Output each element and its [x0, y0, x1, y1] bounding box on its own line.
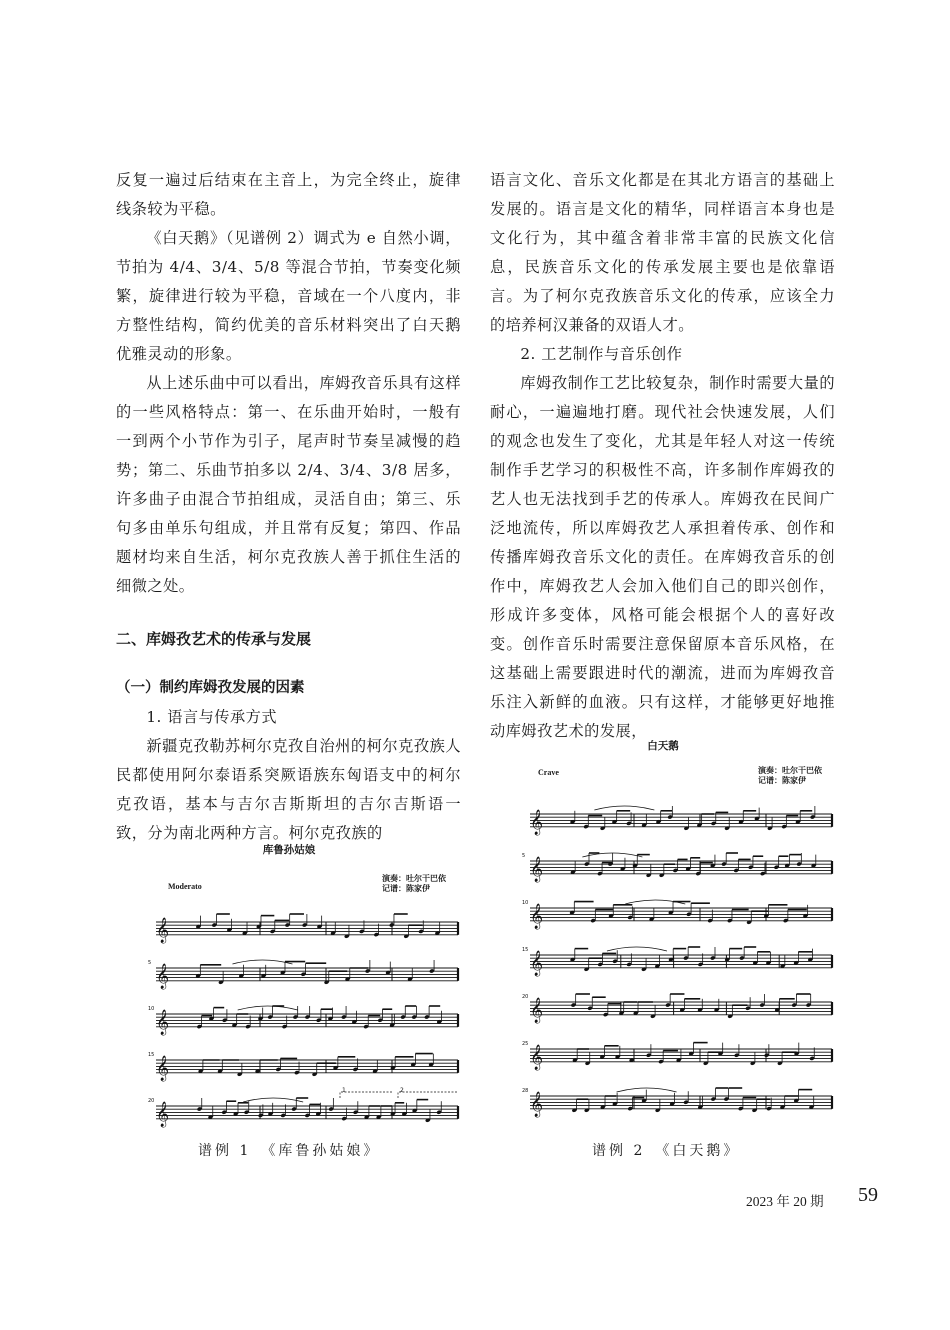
page-number: 59 — [858, 1184, 878, 1206]
staff-row — [530, 806, 832, 835]
score-credits — [382, 874, 446, 894]
treble-clef-icon: 𝄞 — [156, 1056, 170, 1081]
transcriber-credit: 记谱：陈家伊 — [758, 776, 806, 785]
measure-number: 10 — [148, 1006, 155, 1012]
treble-clef-icon: 𝄞 — [530, 1045, 544, 1070]
treble-clef-icon: 𝄞 — [156, 1102, 170, 1127]
score-title: 库鲁孙姑娘 — [262, 844, 316, 856]
staff-row — [156, 914, 458, 943]
music-staves — [116, 908, 462, 1138]
issue-label: 2023 年 20 期 — [746, 1194, 824, 1209]
right-paragraph-1: 语言文化、音乐文化都是在其北方语言的基础上发展的。语言是文化的精华，同样语言本身也是文化行为，其中蕴含着非常丰富的民族文化信息，民族音乐文化的传承发展主要也是依靠语言。为了柯尔克孜族音乐文化的传承，应该全力的培养柯汉兼备的双语人才。 — [490, 171, 835, 334]
treble-clef-icon: 𝄞 — [530, 810, 544, 835]
staff-row — [148, 1052, 458, 1081]
volta-1-label: 1 — [342, 1087, 346, 1094]
left-column — [116, 166, 461, 848]
treble-clef-icon: 𝄞 — [156, 964, 170, 989]
sub-subsection-heading-craft: 2. 工艺制作与音乐创作 — [520, 345, 683, 363]
score-kurusun-girl — [116, 838, 462, 1133]
staff-row — [522, 1041, 832, 1070]
measure-number: 15 — [522, 947, 529, 953]
performer-credit: 演奏：吐尔干巴依 — [382, 874, 446, 883]
treble-clef-icon: 𝄞 — [530, 857, 544, 882]
staff-row — [148, 1098, 458, 1127]
treble-clef-icon: 𝄞 — [530, 904, 544, 929]
staff-row — [148, 1006, 458, 1035]
tempo-marking: Crave — [538, 768, 559, 777]
music-staves — [490, 798, 836, 1133]
measure-number: 15 — [148, 1052, 155, 1058]
performer-credit: 演奏：吐尔干巴依 — [758, 766, 822, 775]
measure-number: 10 — [522, 900, 529, 906]
treble-clef-icon: 𝄞 — [156, 1010, 170, 1035]
right-column — [490, 166, 835, 746]
staff-row — [522, 900, 832, 929]
score-caption-2: 谱例 2 《白天鹅》 — [592, 1143, 741, 1159]
tempo-marking: Moderato — [168, 882, 202, 891]
staff-row — [522, 947, 832, 976]
treble-clef-icon: 𝄞 — [530, 998, 544, 1023]
volta-2-label: 2 — [400, 1087, 404, 1094]
score-white-swan — [490, 736, 836, 1133]
score-credits — [758, 766, 822, 786]
subsection-heading: （一）制约库姆孜发展的因素 — [116, 680, 305, 696]
left-paragraph-4: 新疆克孜勒苏柯尔克孜自治州的柯尔克孜族人民都使用阿尔泰语系突厥语族东匈语支中的柯尔克孜语，基本与吉尔吉斯斯坦的吉尔吉斯语一致，分为南北两种方言。柯尔克孜族的 — [116, 737, 461, 842]
section-heading: 二、库姆孜艺术的传承与发展 — [116, 630, 312, 648]
staff-row — [522, 994, 832, 1023]
treble-clef-icon: 𝄞 — [530, 951, 544, 976]
measure-number: 5 — [522, 853, 526, 859]
measure-number: 20 — [148, 1098, 155, 1104]
staff-row — [148, 960, 458, 989]
left-paragraph-2: 《白天鹅》（见谱例 2）调式为 e 自然小调，节拍为 4/4、3/4、5/8 等混合节拍，节奏变化频繁，旋律进行较为平稳，音域在一个八度内，非方整性结构，简约优美的音乐材料突出了白天鹅优雅灵动的形象。 — [116, 229, 461, 363]
treble-clef-icon: 𝄞 — [530, 1092, 544, 1117]
sub-subsection-heading-language: 1. 语言与传承方式 — [146, 708, 278, 726]
treble-clef-icon: 𝄞 — [156, 918, 170, 943]
left-paragraph-1: 反复一遍过后结束在主音上，为完全终止，旋律线条较为平稳。 — [116, 171, 461, 218]
score-caption-1: 谱例 1 《库鲁孙姑娘》 — [198, 1143, 381, 1159]
measure-number: 28 — [522, 1088, 529, 1094]
left-paragraph-3: 从上述乐曲中可以看出，库姆孜音乐具有这样的一些风格特点：第一、在乐曲开始时，一般有一到两个小节作为引子，尾声时节奏呈减慢的趋势；第二、乐曲节拍多以 2/4、3/4、3/8 居多，许多曲子由混合节拍组成，灵活自由；第三、乐句多由单乐句组成，并且常有反复；第四、作品题材均来自生活，柯尔克孜族人善于抓住生活的细微之处。 — [116, 374, 461, 595]
right-paragraph-2: 库姆孜制作工艺比较复杂，制作时需要大量的耐心，一遍遍地打磨。现代社会快速发展，人们的观念也发生了变化，尤其是年轻人对这一传统制作手艺学习的积极性不高，许多制作库姆孜的艺人也无法找到手艺的传承人。库姆孜在民间广泛地流传，所以库姆孜艺人承担着传承、创作和传播库姆孜音乐文化的责任。在库姆孜音乐的创作中，库姆孜艺人会加入他们自己的即兴创作，形成许多变体，风格可能会根据个人的喜好改变。创作音乐时需要注意保留原本音乐风格，在这基础上需要跟进时代的潮流，进而为库姆孜音乐注入新鲜的血液。只有这样，才能够更好地推动库姆孜艺术的发展， — [490, 374, 835, 740]
transcriber-credit: 记谱：陈家伊 — [382, 884, 430, 893]
score-title: 白天鹅 — [647, 740, 679, 752]
measure-number: 20 — [522, 994, 529, 1000]
staff-row — [522, 1088, 832, 1117]
measure-number: 5 — [148, 960, 152, 966]
measure-number: 25 — [522, 1041, 529, 1047]
staff-row — [522, 853, 832, 882]
